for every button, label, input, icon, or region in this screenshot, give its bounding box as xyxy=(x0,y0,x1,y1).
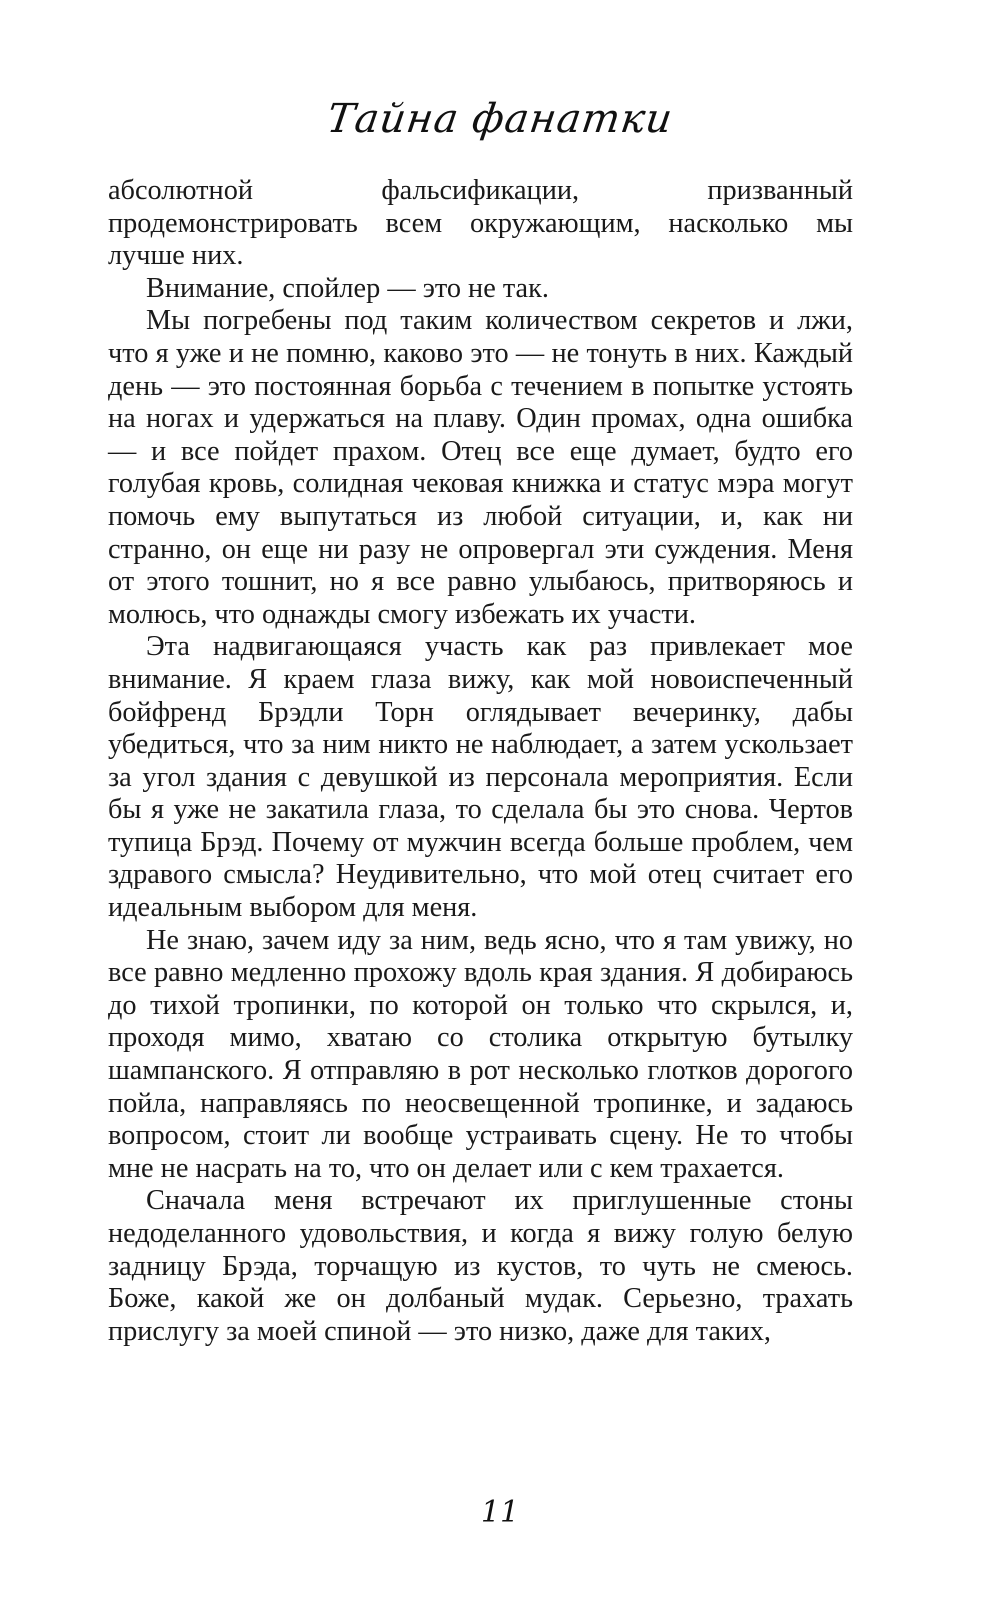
paragraph: Сначала меня встречают их приглушенные стоны недоделанного удовольствия, и когда я вижу голую белую задницу Брэда, торчащую из кустов, то чуть не смеюсь. Боже, какой же он долбаный мудак. Серьезно, трахать прислугу за моей спиной — это низко, даже для таких, xyxy=(108,1185,853,1347)
page-number: 11 xyxy=(480,1495,520,1530)
paragraph: Внимание, спойлер — это не так. xyxy=(146,272,549,304)
paragraph: Не знаю, зачем иду за ним, ведь ясно, что я там увижу, но все равно медленно прохожу вдоль края здания. Я добираюсь до тихой тропинки, по которой он только что скрылся, и, проходя мимо, хватаю со столика открытую бутылку шампанского. Я отправляю в рот несколько глотков дорогого пойла, направляясь по неосвещенной тропинке, и задаюсь вопросом, стоит ли вообще устраивать сцену. Не то чтобы мне не насрать на то, что он делает или с кем трахается. xyxy=(108,924,853,1184)
paragraph: Мы погребены под таким количеством секретов и лжи, что я уже и не помню, каково это — не тонуть в них. Каждый день — это постоянная борьба с течением в попытке устоять на ногах и удержаться на плаву. Один промах, одна ошибка — и все пойдет прахом. Отец все еще думает, будто его голубая кровь, солидная чековая книжка и статус мэра могут помочь ему выпутаться из любой ситуации, и, как ни странно, он еще ни разу не опровергал эти суждения. Меня от этого тошнит, но я все равно улыбаюсь, притворяюсь и молюсь, что однажды смогу избежать их участи. xyxy=(108,305,853,630)
body-text xyxy=(108,175,853,1348)
paragraph-continued: абсолютной фальсификации, призванный продемонстрировать всем окружающим, насколько мы лучше них. xyxy=(108,175,853,272)
paragraph: Эта надвигающаяся участь как раз привлекает мое внимание. Я краем глаза вижу, как мой новоиспеченный бойфренд Брэдли Торн оглядывает вечеринку, дабы убедиться, что за ним никто не наблюдает, а затем ускользает за угол здания с девушкой из персонала мероприятия. Если бы я уже не закатила глаза, то сделала бы это снова. Чертов тупица Брэд. Почему от мужчин всегда больше проблем, чем здравого смысла? Неудивительно, что мой отец считает его идеальным выбором для меня. xyxy=(108,631,853,924)
running-title: Тайна фанатки xyxy=(324,96,676,142)
